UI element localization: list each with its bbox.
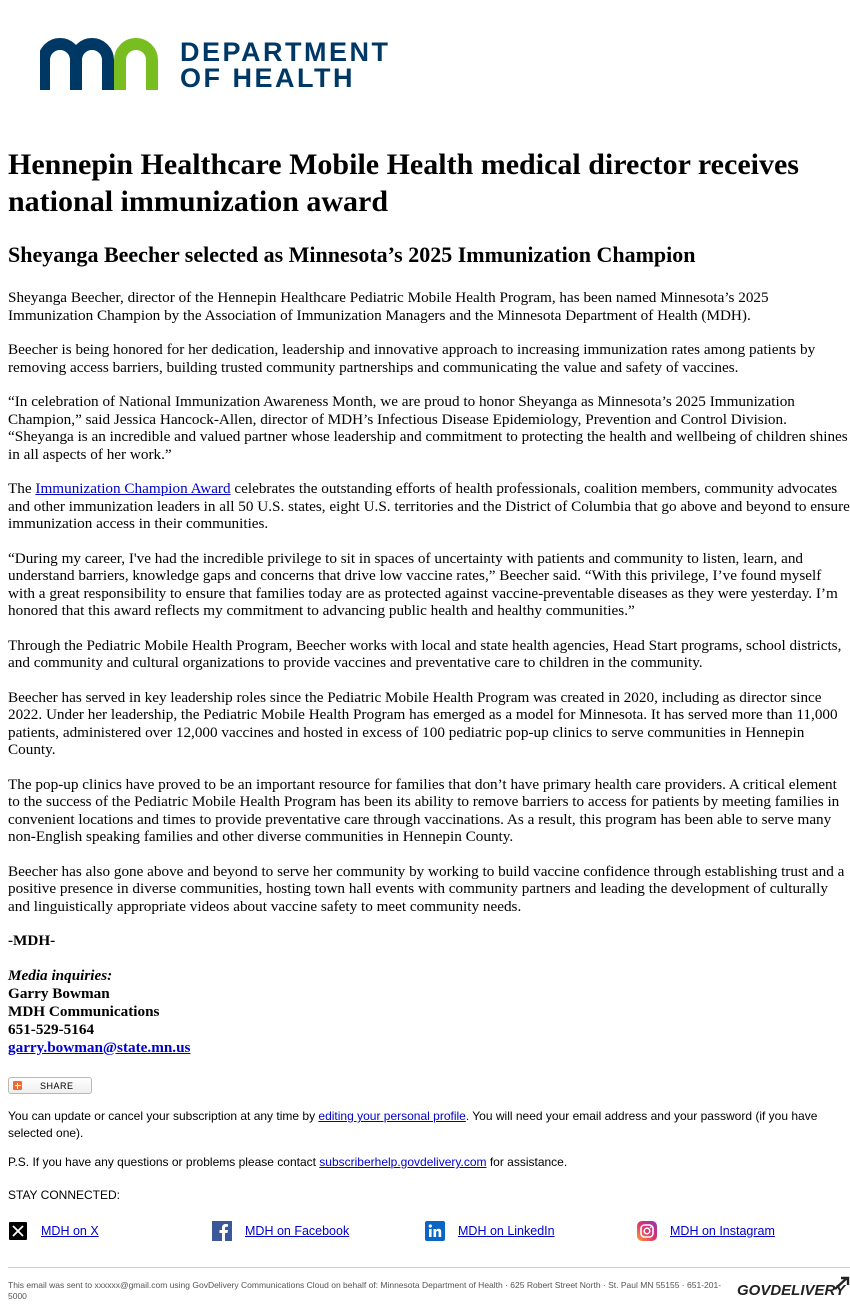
subscription-notice xyxy=(8,1108,844,1142)
govdelivery-arrow-icon xyxy=(834,1276,850,1290)
logo-line-1: DEPARTMENT xyxy=(180,37,391,67)
subscription-text-suffix: . You will need your email address and your password (if you have selected one). xyxy=(8,1109,818,1140)
social-x-link[interactable]: MDH on X xyxy=(41,1224,99,1238)
paragraph-4-suffix: celebrates the outstanding efforts of health professionals, coalition members, community advocates and other immunization leaders in all 50 U.S. states, eight U.S. territories and the District of Columbia that go above and beyond to ensure immunization access in their communities. xyxy=(8,480,850,532)
facebook-icon xyxy=(212,1221,232,1241)
govdelivery-logo-text: GOVDELIVERY xyxy=(737,1282,846,1299)
article-body xyxy=(8,289,850,1057)
ps-prefix: P.S. If you have any questions or problems please contact xyxy=(8,1155,320,1169)
paragraph-7: Beecher has served in key leadership roles since the Pediatric Mobile Health Program was created in 2020, including as director since 2022. Under her leadership, the Pediatric Mobile Health Program has emerged as a model for Minnesota. It has served more than 11,000 patients, administered over 12,000 vaccines and hosted in excess of 100 pediatric pop-up clinics to serve communities in Hennepin County. xyxy=(8,688,838,758)
x-icon xyxy=(8,1221,28,1241)
edit-profile-link[interactable]: editing your personal profile xyxy=(318,1109,466,1123)
paragraph-6: Through the Pediatric Mobile Health Program, Beecher works with local and state health agencies, Head Start programs, school districts, and community and cultural organizations to provide vaccines and preventative care to children in the community. xyxy=(8,636,842,671)
social-x[interactable] xyxy=(8,1221,99,1241)
paragraph-3: “In celebration of National Immunization Awareness Month, we are proud to honor Sheyanga as Minnesota’s 2025 Immunization Champion,” said Jessica Hancock-Allen, director of MDH’s Infectious Disease Epidemiology, Prevention and Control Division. “Sheyanga is an incredible and valued partner whose leadership and commitment to protecting the health and wellbeing of children shines in all aspects of her work.” xyxy=(8,393,848,463)
media-contact xyxy=(8,967,850,1057)
footer-divider xyxy=(8,1267,850,1268)
social-facebook-link[interactable]: MDH on Facebook xyxy=(245,1224,350,1238)
share-label: SHARE xyxy=(40,1080,74,1091)
social-linkedin-link[interactable]: MDH on LinkedIn xyxy=(458,1224,555,1238)
share-button[interactable] xyxy=(8,1077,92,1094)
footer-fine-print: This email was sent to xxxxxx@gmail.com using GovDelivery Communications Cloud on behalf of: Minnesota Department of Health · 625 Robert Street North · St. Paul MN 55155 · 651-201-5000 xyxy=(8,1280,722,1301)
signoff: -MDH- xyxy=(8,932,56,949)
social-instagram[interactable] xyxy=(637,1221,775,1241)
ps-suffix: for assistance. xyxy=(486,1155,568,1169)
contact-phone: 651-529-5164 xyxy=(8,1020,95,1038)
logo-text xyxy=(180,39,391,91)
headline: Hennepin Healthcare Mobile Health medical director receives national immunization award xyxy=(8,148,799,218)
social-facebook[interactable] xyxy=(212,1221,349,1241)
subheadline: Sheyanga Beecher selected as Minnesota’s 2025 Immunization Champion xyxy=(8,242,696,267)
contact-org: MDH Communications xyxy=(8,1002,160,1020)
paragraph-1: Sheyanga Beecher, director of the Hennepin Healthcare Pediatric Mobile Health Program, has been named Minnesota’s 2025 Immunization Champion by the Association of Immunization Managers and the Minnesota Department of Health (MDH). xyxy=(8,289,769,324)
paragraph-9: Beecher has also gone above and beyond to serve her community by working to build vaccine confidence through establishing trust and a positive presence in diverse communities, hosting town hall events with community partners and leading the development of culturally and linguistically appropriate videos about vaccine safety to meet community needs. xyxy=(8,862,845,915)
social-instagram-link[interactable]: MDH on Instagram xyxy=(670,1224,775,1238)
subscriber-help-link[interactable]: subscriberhelp.govdelivery.com xyxy=(319,1155,487,1169)
mdh-logo[interactable] xyxy=(40,38,391,92)
paragraph-8: The pop-up clinics have proved to be an important resource for families that don’t have primary health care providers. A critical element to the success of the Pediatric Mobile Health Program has been its ability to remove barriers to access for patients by meeting families in convenient locations and times to provide preventative care through vaccinations. As a result, this program has been able to serve many non-English speaking families and other diverse communities in Hennepin County. xyxy=(8,775,840,845)
govdelivery-logo[interactable] xyxy=(734,1276,850,1306)
stay-connected-label: STAY CONNECTED: xyxy=(8,1188,121,1202)
logo-line-2: OF HEALTH xyxy=(180,63,355,93)
paragraph-5: “During my career, I've had the incredible privilege to sit in spaces of uncertainty with patients and community to listen, learn, and understand barriers, knowledge gaps and concerns that drive low vaccine rates,” Beecher said. “With this privilege, I’ve found myself with a great responsibility to ensure that families today are as protected against vaccine-preventable diseases as they were yesterday. I’m honored that this award reflects my commitment to advancing public health and healthy communities.” xyxy=(8,549,838,619)
social-linkedin[interactable] xyxy=(425,1221,555,1241)
linkedin-icon xyxy=(425,1221,445,1241)
contact-name: Garry Bowman xyxy=(8,984,110,1002)
subscription-text-prefix: You can update or cancel your subscription at any time by xyxy=(8,1109,319,1123)
contact-email-link[interactable]: garry.bowman@state.mn.us xyxy=(8,1038,191,1056)
plus-icon xyxy=(13,1081,22,1090)
mn-logo-icon xyxy=(40,38,160,92)
immunization-champion-award-link[interactable]: Immunization Champion Award xyxy=(35,480,231,497)
paragraph-4-prefix: The xyxy=(8,480,36,497)
ps-notice xyxy=(8,1154,844,1171)
media-inquiries-label: Media inquiries: xyxy=(8,966,113,984)
instagram-icon xyxy=(637,1221,657,1241)
paragraph-4 xyxy=(8,480,850,533)
paragraph-2: Beecher is being honored for her dedication, leadership and innovative approach to increasing immunization rates among patients by removing access barriers, building trusted community partnerships and communicating the value and safety of vaccines. xyxy=(8,341,816,376)
social-links xyxy=(8,1221,850,1243)
